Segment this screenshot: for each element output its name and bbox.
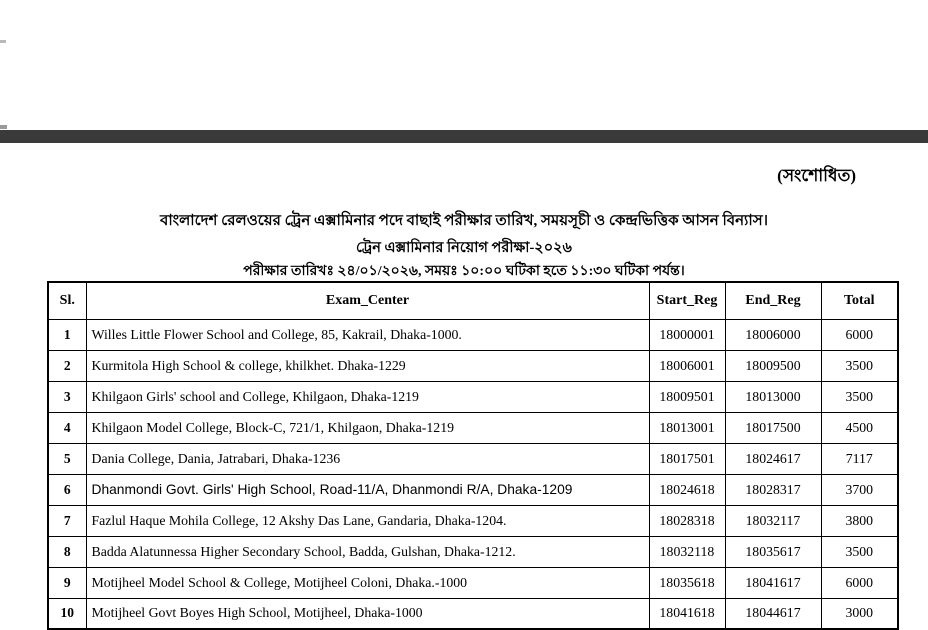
table-row [48, 319, 898, 350]
header-end-reg: End_Reg [725, 282, 821, 319]
exam-name-subtitle: ট্রেন এক্সামিনার নিয়োগ পরীক্ষা-২০২৬ [356, 240, 572, 256]
end-reg-cell: 18032117 [725, 505, 821, 536]
total-cell: 3500 [821, 381, 898, 412]
scan-divider-bar [0, 130, 928, 143]
end-reg-cell: 18024617 [725, 443, 821, 474]
exam-center-cell: Willes Little Flower School and College, 85, Kakrail, Dhaka-1000. [86, 319, 649, 350]
total-cell: 3700 [821, 474, 898, 505]
total-cell: 7117 [821, 443, 898, 474]
end-reg-cell: 18041617 [725, 567, 821, 598]
end-reg-cell: 18028317 [725, 474, 821, 505]
start-reg-cell: 18032118 [649, 536, 725, 567]
table-row [48, 567, 898, 598]
sl-cell: 8 [48, 536, 86, 567]
end-reg-cell: 18017500 [725, 412, 821, 443]
header-start-reg: Start_Reg [649, 282, 725, 319]
sl-cell: 9 [48, 567, 86, 598]
document-title: বাংলাদেশ রেলওয়ের ট্রেন এক্সামিনার পদে বাছাই পরীক্ষার তারিখ, সময়সূচী ও কেন্দ্রভিত্তিক আসন বিন্যাস। [159, 213, 769, 229]
revised-note: (সংশোধিত) [777, 166, 856, 185]
table-row [48, 505, 898, 536]
exam-center-cell: Badda Alatunnessa Higher Secondary School, Badda, Gulshan, Dhaka-1212. [86, 536, 649, 567]
end-reg-cell: 18013000 [725, 381, 821, 412]
end-reg-cell: 18044617 [725, 598, 821, 629]
table-row [48, 443, 898, 474]
exam-center-cell: Fazlul Haque Mohila College, 12 Akshy Das Lane, Gandaria, Dhaka-1204. [86, 505, 649, 536]
total-cell: 3000 [821, 598, 898, 629]
start-reg-cell: 18006001 [649, 350, 725, 381]
exam-center-cell: Dhanmondi Govt. Girls' High School, Road-11/A, Dhanmondi R/A, Dhaka-1209 [86, 474, 649, 505]
header-total: Total [821, 282, 898, 319]
table-row [48, 474, 898, 505]
start-reg-cell: 18013001 [649, 412, 725, 443]
exam-center-cell: Dania College, Dania, Jatrabari, Dhaka-1236 [86, 443, 649, 474]
sl-cell: 3 [48, 381, 86, 412]
sl-cell: 1 [48, 319, 86, 350]
total-cell: 3800 [821, 505, 898, 536]
exam-centers-table [47, 281, 899, 630]
sl-cell: 5 [48, 443, 86, 474]
exam-center-cell: Khilgaon Model College, Block-C, 721/1, Khilgaon, Dhaka-1219 [86, 412, 649, 443]
exam-center-cell: Khilgaon Girls' school and College, Khilgaon, Dhaka-1219 [86, 381, 649, 412]
total-cell: 3500 [821, 536, 898, 567]
table-header [48, 282, 898, 319]
sl-cell: 4 [48, 412, 86, 443]
table-row [48, 598, 898, 629]
start-reg-cell: 18028318 [649, 505, 725, 536]
start-reg-cell: 18000001 [649, 319, 725, 350]
start-reg-cell: 18017501 [649, 443, 725, 474]
total-cell: 4500 [821, 412, 898, 443]
start-reg-cell: 18024618 [649, 474, 725, 505]
table-header-row [48, 282, 898, 319]
exam-date-schedule: পরীক্ষার তারিখঃ ২৪/০১/২০২৬, সময়ঃ ১০:০০ ঘটিকা হতে ১১:৩০ ঘটিকা পর্যন্ত। [243, 264, 685, 279]
table-row [48, 536, 898, 567]
end-reg-cell: 18035617 [725, 536, 821, 567]
scan-artifact-speck [0, 125, 7, 129]
exam-center-cell: Motijheel Model School & College, Motijheel Coloni, Dhaka.-1000 [86, 567, 649, 598]
sl-cell: 6 [48, 474, 86, 505]
total-cell: 6000 [821, 319, 898, 350]
start-reg-cell: 18035618 [649, 567, 725, 598]
scan-artifact-speck [0, 40, 6, 43]
exam-center-cell: Kurmitola High School & college, khilkhet. Dhaka-1229 [86, 350, 649, 381]
start-reg-cell: 18009501 [649, 381, 725, 412]
sl-cell: 10 [48, 598, 86, 629]
exam-table-body [48, 319, 898, 629]
start-reg-cell: 18041618 [649, 598, 725, 629]
header-sl: Sl. [48, 282, 86, 319]
sl-cell: 2 [48, 350, 86, 381]
sl-cell: 7 [48, 505, 86, 536]
table-row [48, 412, 898, 443]
end-reg-cell: 18009500 [725, 350, 821, 381]
exam-center-cell: Motijheel Govt Boyes High School, Motijheel, Dhaka-1000 [86, 598, 649, 629]
table-row [48, 381, 898, 412]
total-cell: 3500 [821, 350, 898, 381]
header-exam-center: Exam_Center [86, 282, 649, 319]
end-reg-cell: 18006000 [725, 319, 821, 350]
total-cell: 6000 [821, 567, 898, 598]
table-row [48, 350, 898, 381]
